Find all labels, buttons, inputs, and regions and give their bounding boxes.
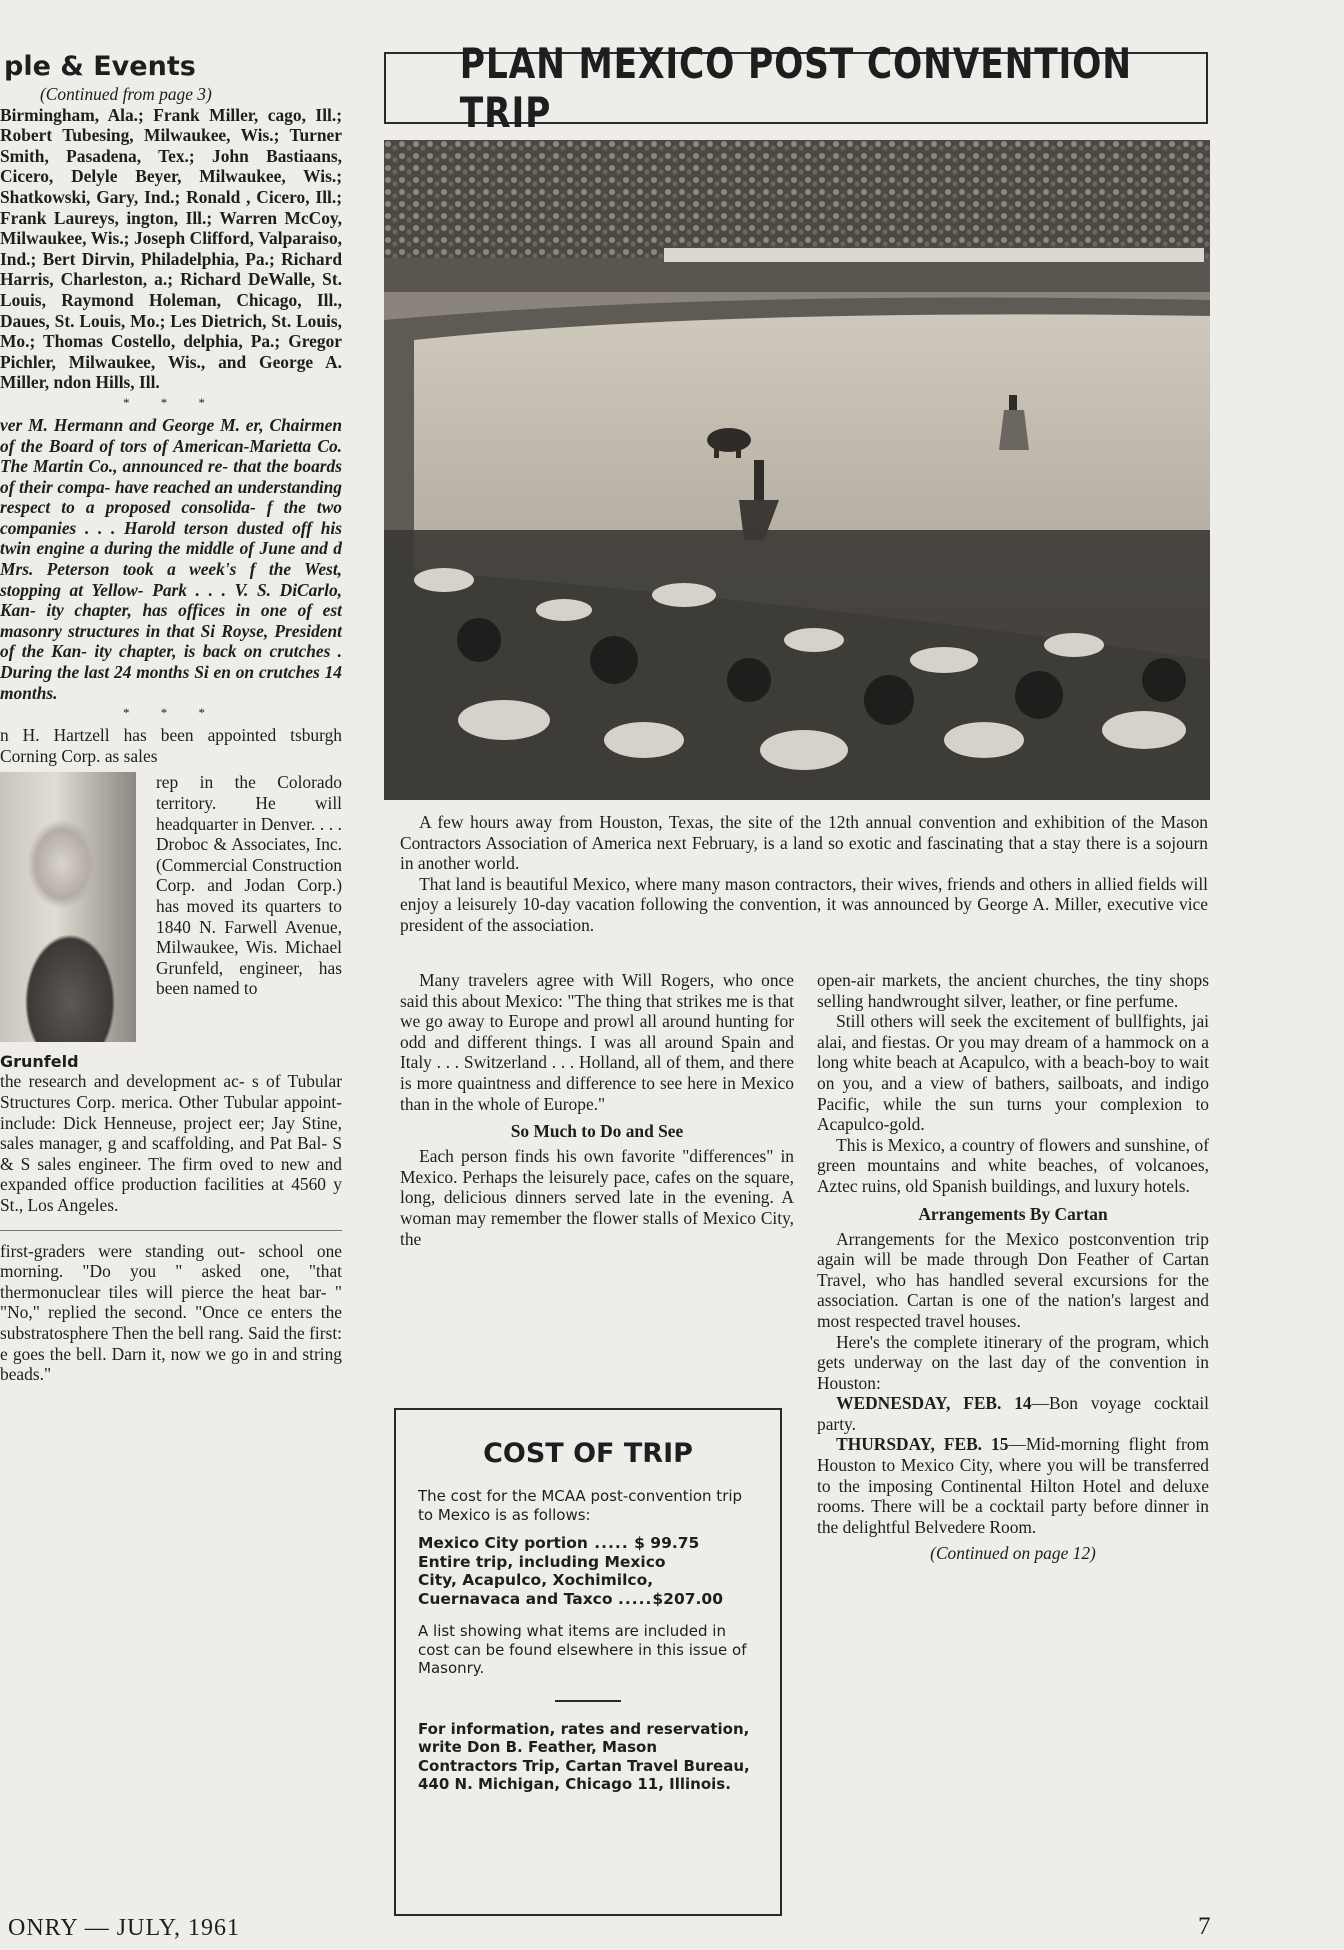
cost-line-2-price: $207.00 [652, 1589, 723, 1608]
portrait-side-text: rep in the Colorado territory. He will headquarter in Denver. . . . Droboc & Associates, Inc. (Commercial Construction Corp. and Jodan Corp.) has moved its quarters to 1840 N. Farwell Avenue, Milwaukee, Wis. Michael Grunfeld, engineer, has been named to [156, 772, 342, 999]
cost-line-1-label: Mexico City portion [418, 1534, 588, 1552]
article-column-right [817, 970, 1209, 1564]
thursday-paragraph [817, 1434, 1209, 1537]
thursday-label: THURSDAY, FEB. 15 [836, 1434, 1009, 1455]
cost-line-2-dots: ..... [617, 1589, 653, 1608]
cost-line-entire-trip-c [418, 1590, 758, 1609]
divider [0, 1230, 342, 1231]
cost-title: COST OF TRIP [483, 1438, 693, 1469]
footer-magazine-date: ONRY — JULY, 1961 [8, 1915, 240, 1941]
portrait-caption: Grunfeld [0, 1052, 79, 1072]
continued-on-note: (Continued on page 12) [930, 1543, 1096, 1564]
thursday-text: —Mid-morning flight from Houston to Mexico City, where you will be transferred to the imposing Continental Hilton Hotel and deluxe rooms. There will be a cocktail party before dinner in the delightful Belvedere Room. [817, 1434, 1209, 1537]
favorites-paragraph: Each person finds his own favorite "differences" in Mexico. Perhaps the leisurely pace, cafes on the square, long, delicious dinners served late in the evening. A woman may remember the flower stalls of Mexico City, the [400, 1146, 794, 1249]
people-events-heading: ple & Events [4, 51, 196, 82]
wednesday-paragraph [817, 1393, 1209, 1434]
itinerary-intro-paragraph: Here's the complete itinerary of the program, which gets underway on the last day of the convention in Houston: [817, 1331, 1209, 1393]
bullfights-paragraph: Still others will seek the excitement of bullfights, jai alai, and fiestas. Or you may dream of a hammock on a long white beach at Acapulco, with a beach-boy to wait on you, and a view of bathers, sailboats, and indigo Pacific, while the sun turns your complexion to Acapulco-gold. [817, 1011, 1209, 1135]
arrangements-paragraph: Arrangements for the Mexico postconvention trip again will be made through Don Feather of Cartan Travel, who has handled several excursions for the association. Cartan is one of the nation's largest and most respected travel houses. [817, 1228, 1209, 1331]
cost-line-entire-trip-a: Entire trip, including Mexico [418, 1552, 666, 1571]
markets-paragraph: open-air markets, the ancient churches, the tiny shops selling handwrought silver, leather, or fine perfume. [817, 970, 1209, 1011]
cost-line-entire-trip-b: City, Acapulco, Xochimilco, [418, 1571, 654, 1589]
names-paragraph: Birmingham, Ala.; Frank Miller, cago, Ill.; Robert Tubesing, Milwaukee, Wis.; Turner Smith, Pasadena, Tex.; John Bastiaans, Cicero, Delyle Beyer, Milwaukee, Wis.; Shatkowski, Gary, Ind.; Ronald , Cicero, Ill.; Frank Laureys, ington, Ill.; Warren McCoy, Milwaukee, Wis.; Joseph Clifford, Valparaiso, Ind.; Bert Dirvin, Philadelphia, Pa.; Richard Harris, Charleston, a.; Richard DeWalle, St. Louis, Raymond Holeman, Chicago, Ill., Daues, St. Louis, Mo.; Les Dietrich, St. Louis, Mo.; Thomas Costello, delphia, Pa.; Gregor Pichler, Milwaukee, Wis., and George A. Miller, ndon Hills, Ill. [0, 104, 342, 393]
this-is-mexico-paragraph: This is Mexico, a country of flowers and sunshine, of green mountains and white beaches, of volcanoes, Aztec ruins, old Spanish buildings, and luxury hotels. [817, 1134, 1209, 1196]
article-title: PLAN MEXICO POST CONVENTION TRIP [459, 39, 1132, 137]
portrait-block [0, 772, 342, 1071]
italic-news-paragraph: ver M. Hermann and George M. er, Chairmen of the Board of tors of American-Marietta Co. The Martin Co., announced re- that the boards of their compa- have reached an understanding respect to a proposed consolida- f the two companies . . . Harold terson dusted off his twin engine a during the middle of June and d Mrs. Peterson took a week's f the West, stopping at Yellow- Park . . . V. S. DiCarlo, Kan- ity chapter, has offices in one of est masonry structures in that Si Royse, President of the Kan- ity chapter, is back on crutches . During the last 24 months Si en on crutches 14 months. [0, 414, 342, 703]
cost-line-1-price: $ 99.75 [634, 1534, 700, 1552]
subhead-arrangements: Arrangements By Cartan [918, 1203, 1108, 1224]
grunfeld-portrait-photo [0, 772, 136, 1042]
cost-line-2-label: Cuernavaca and Taxco [418, 1589, 613, 1608]
separator-stars-2: * * * [123, 705, 219, 721]
cost-divider [555, 1700, 621, 1702]
bullfight-photo [384, 140, 1210, 800]
cost-info: For information, rates and reservation, write Don B. Feather, Mason Contractors Trip, Cartan Travel Bureau, 440 N. Michigan, Chicago 11, Illinois. [418, 1719, 750, 1793]
cost-line-mexico-city [418, 1534, 758, 1553]
intro-paragraph-2: That land is beautiful Mexico, where many mason contractors, their wives, friends and others in allied fields will enjoy a leisurely 10-day vacation following the convention, it was announced by George A. Miller, executive vice president of the association. [400, 873, 1208, 935]
cost-line-1-dots: ..... [587, 1534, 629, 1552]
joke-paragraph: first-graders were standing out- school one morning. "Do you " asked one, "that thermonuclear tiles will pierce the heat bar- " "No," replied the second. "Once ce enters the substratosphere Then the bell rang. Said the first: e goes the bell. Darn it, now we go in and string beads." [0, 1240, 342, 1385]
article-column-middle [400, 970, 794, 1249]
article-intro [400, 812, 1208, 936]
wednesday-text: —Bon voyage cocktail party. [817, 1393, 1209, 1434]
cost-intro: The cost for the MCAA post-convention trip to Mexico is as follows: [418, 1487, 743, 1524]
article-title-box [384, 39, 1208, 137]
intro-paragraph-1: A few hours away from Houston, Texas, the site of the 12th annual convention and exhibition of the Mason Contractors Association of America next February, is a land so exotic and fascinating that a stay there is a sojourn in another world. [400, 812, 1208, 874]
page-number: 7 [1198, 1913, 1211, 1940]
left-column [0, 52, 342, 1385]
subhead-so-much: So Much to Do and See [510, 1121, 684, 1142]
cost-of-trip-box [394, 1408, 782, 1916]
separator-stars: * * * [123, 394, 219, 410]
hartzell-paragraph: n H. Hartzell has been appointed tsburgh Corning Corp. as sales [0, 725, 342, 766]
tubular-paragraph: the research and development ac- s of Tubular Structures Corp. merica. Other Tubular appoint- include: Dick Henneuse, project eer; Jay Stine, sales manager, g and scaffolding, and Pat Bal- S & S sales engineer. The firm oved to new and expanded office production facilities at 4560 y St., Los Angeles. [0, 1071, 342, 1215]
will-rogers-paragraph: Many travelers agree with Will Rogers, who once said this about Mexico: "The thing that strikes me is that we go away to Europe and prowl all around hunting for odd and different things. I was all around Spain and Italy . . . Switzerland . . . Holland, all of them, and there is more quaintness and difference to see here in Mexico than in the whole of Europe." [400, 970, 794, 1114]
cost-list-note: A list showing what items are included in cost can be found elsewhere in this issue of Masonry. [418, 1622, 747, 1677]
wednesday-label: WEDNESDAY, FEB. 14 [836, 1393, 1032, 1414]
continued-from-note: (Continued from page 3) [40, 84, 212, 104]
bullfight-illustration [384, 140, 1210, 800]
